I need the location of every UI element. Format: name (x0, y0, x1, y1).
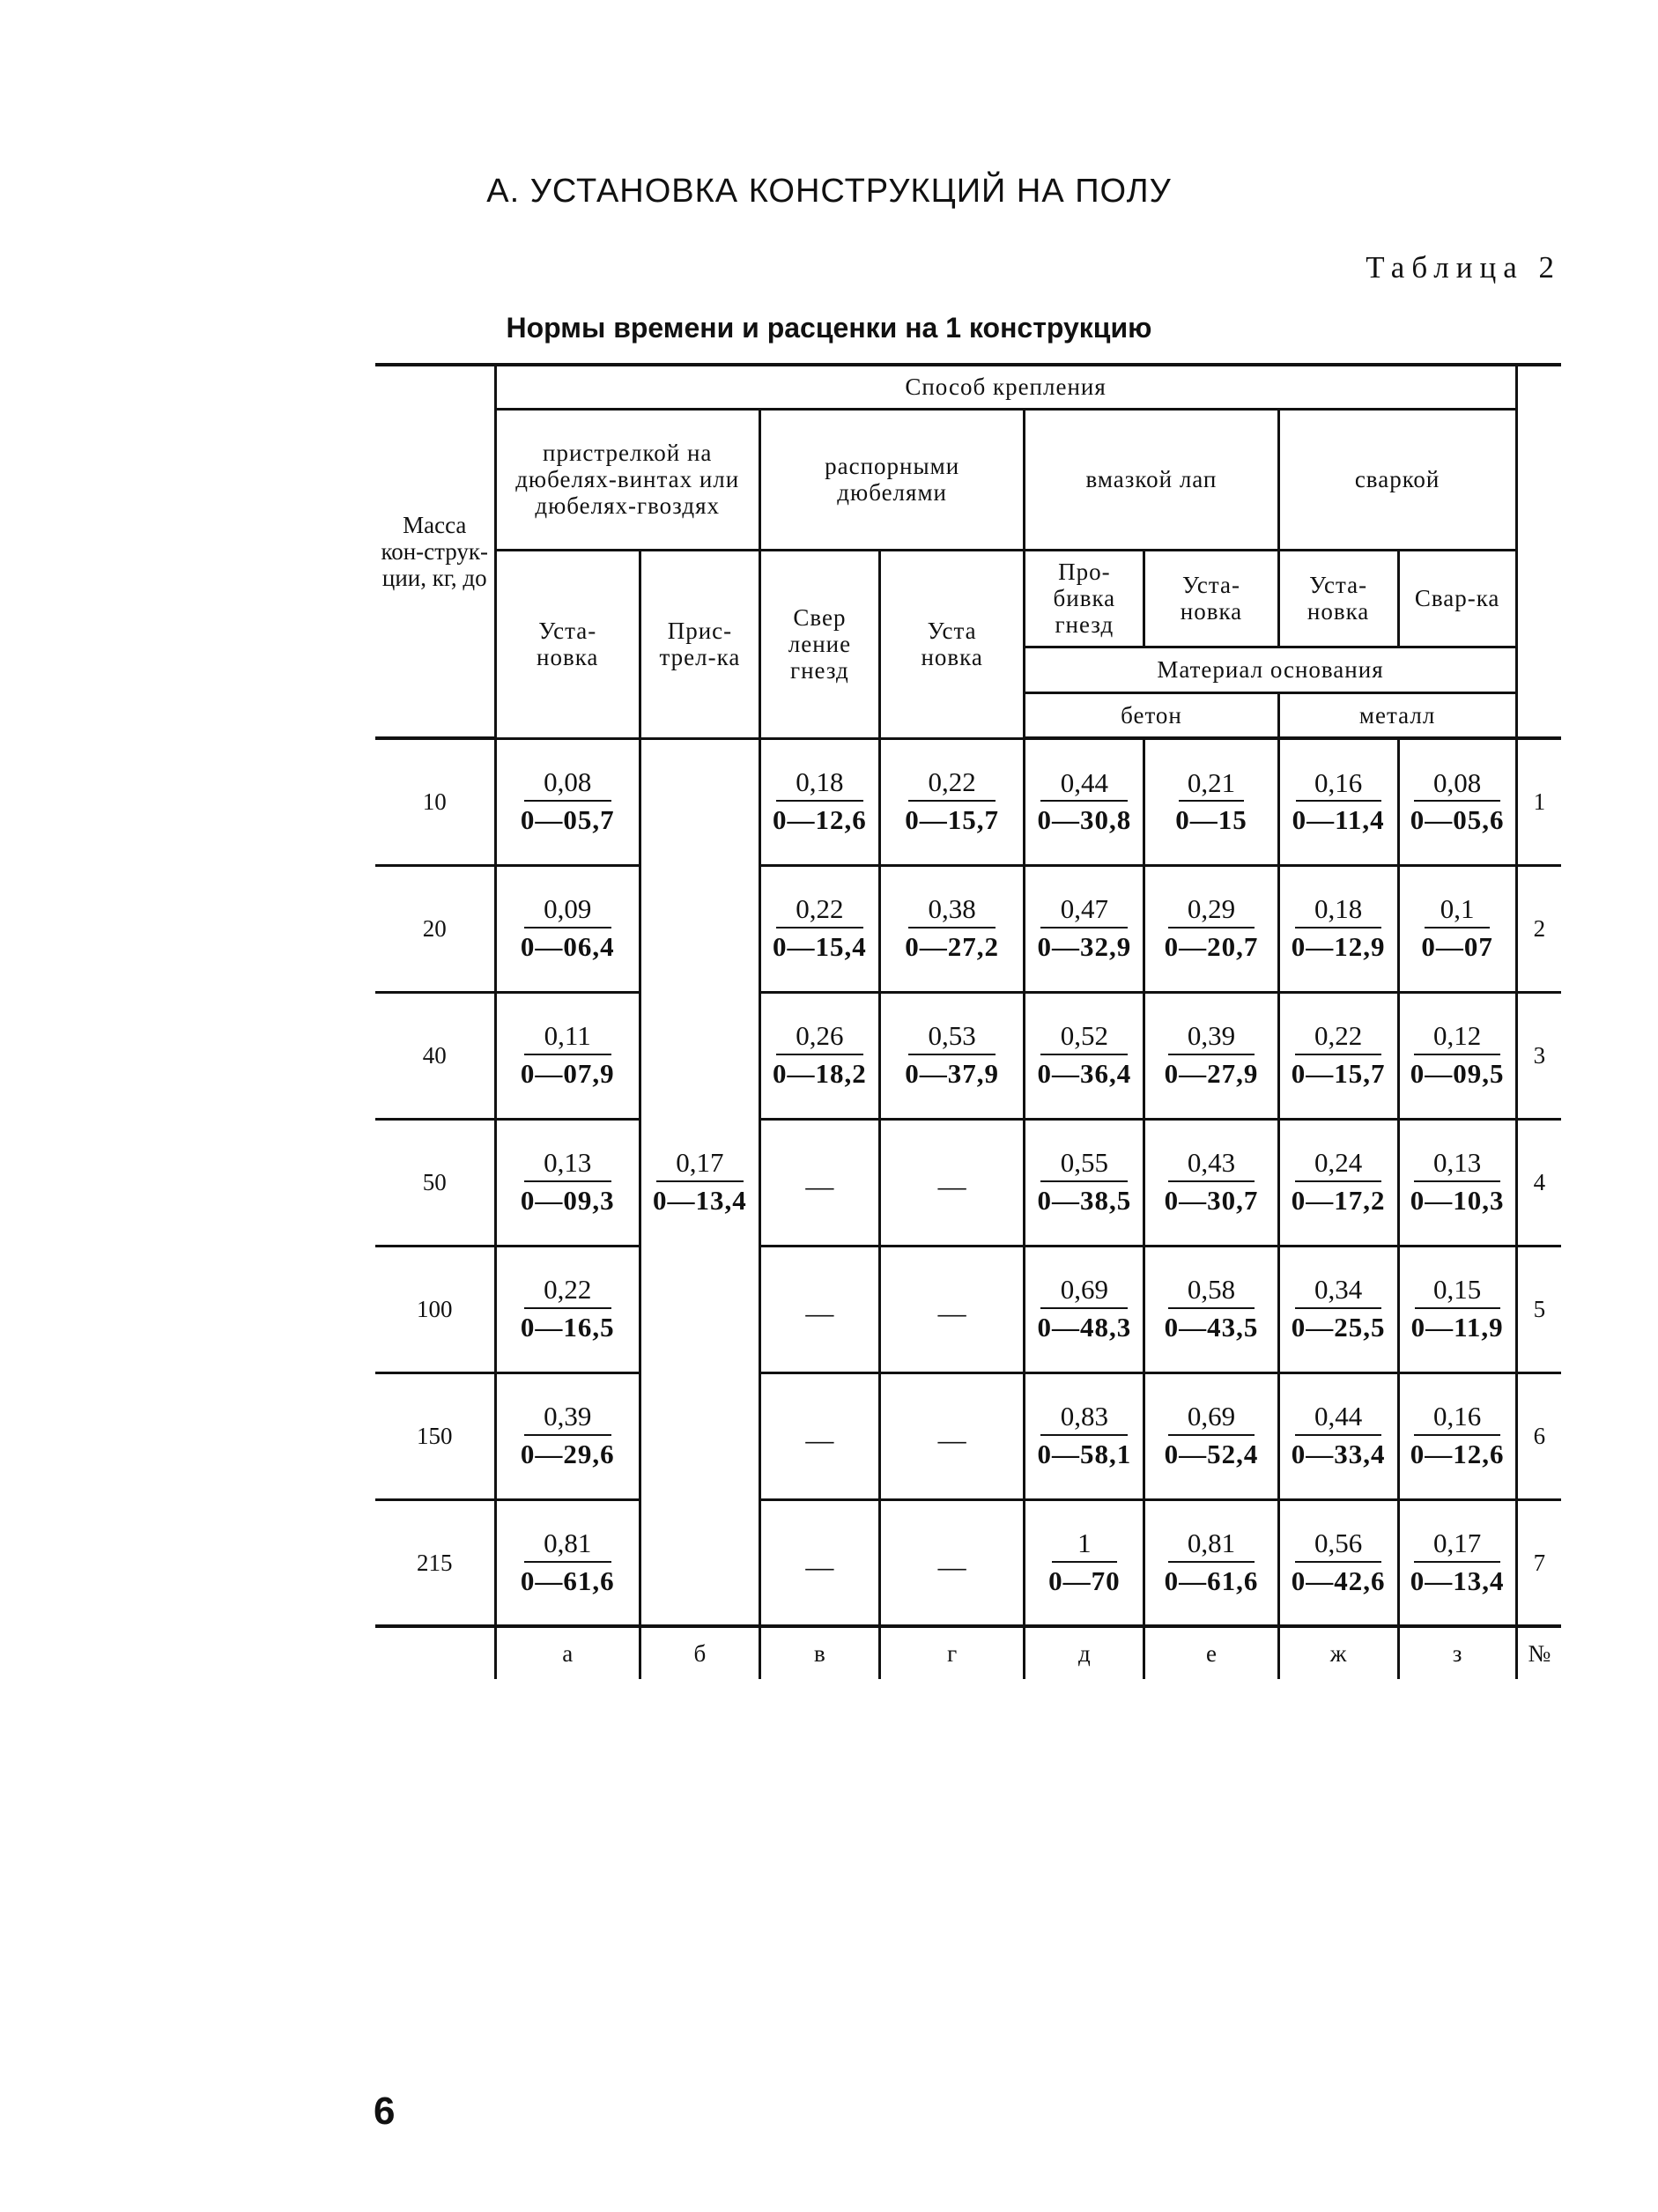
price-rate: 0—42,6 (1291, 1565, 1386, 1596)
fraction (1037, 1021, 1131, 1089)
row-number: 4 (1516, 1119, 1561, 1246)
fraction (521, 1021, 615, 1089)
price-rate: 0—11,9 (1410, 1312, 1504, 1343)
table-row (375, 1372, 1561, 1499)
time-norm: 0,15 (1415, 1275, 1500, 1309)
time-norm: 0,44 (1040, 768, 1128, 803)
table-row (375, 865, 1561, 992)
row-number: 7 (1516, 1499, 1561, 1626)
time-norm: 0,69 (1040, 1275, 1128, 1309)
dash: — (937, 1424, 966, 1456)
page-number: 6 (374, 2090, 396, 2133)
price-rate: 0—32,9 (1037, 931, 1132, 962)
time-norm: 0,18 (1295, 894, 1382, 928)
fraction (1410, 1528, 1505, 1596)
norm-cell (759, 738, 879, 865)
norm-cell (1398, 1246, 1516, 1372)
norm-cell (1398, 1499, 1516, 1626)
norm-cell (495, 1499, 640, 1626)
table-row (375, 738, 1561, 865)
fraction (1292, 1148, 1386, 1216)
norm-cell (1144, 865, 1278, 992)
price-rate: 0—61,6 (1164, 1565, 1259, 1596)
norm-cell (1144, 992, 1278, 1119)
time-norm: 0,18 (776, 767, 863, 802)
fraction (1292, 1021, 1386, 1089)
price-rate: 0—07,9 (520, 1058, 615, 1089)
dash-cell (759, 1246, 879, 1372)
price-rate: 0—43,5 (1164, 1312, 1259, 1343)
mass-cell: 10 (375, 738, 495, 865)
dash-cell (759, 1499, 879, 1626)
fraction (773, 1021, 867, 1089)
fraction (1292, 1402, 1386, 1469)
time-norm: 0,09 (524, 894, 611, 928)
table-row (375, 1246, 1561, 1372)
norm-cell (1398, 992, 1516, 1119)
time-norm: 0,69 (1168, 1402, 1255, 1436)
time-norm: 0,17 (656, 1148, 744, 1182)
column-letter: в (759, 1626, 879, 1679)
price-rate: 0—61,6 (520, 1565, 615, 1596)
fraction (1410, 1148, 1505, 1216)
table-label: Таблица 2 (1366, 250, 1561, 285)
subcol-header: Уста-новка (1278, 550, 1398, 647)
norm-cell (495, 1372, 640, 1499)
norm-cell (1278, 992, 1398, 1119)
time-norm: 0,12 (1414, 1021, 1501, 1055)
time-norm: 0,13 (524, 1148, 611, 1182)
time-norm: 0,22 (1295, 1021, 1382, 1055)
fraction (1175, 768, 1247, 836)
price-rate: 0—15,4 (773, 931, 867, 962)
subcol-header: Прис-трел-ка (640, 550, 759, 738)
fraction (1292, 1528, 1386, 1596)
letter-row-blank (375, 1626, 495, 1679)
time-norm: 0,13 (1414, 1148, 1501, 1182)
norm-cell (1144, 1246, 1278, 1372)
fraction (1410, 1402, 1505, 1469)
fraction (1411, 1275, 1504, 1343)
time-norm: 0,24 (1295, 1148, 1382, 1182)
dash: — (805, 1297, 834, 1329)
subcol-header: Уста-новка (1144, 550, 1278, 647)
subcol-header: Уста новка (879, 550, 1024, 738)
price-rate: 0—33,4 (1291, 1439, 1386, 1469)
norm-cell (1398, 865, 1516, 992)
row-number: 6 (1516, 1372, 1561, 1499)
norm-cell (1025, 992, 1144, 1119)
norm-cell (1278, 865, 1398, 992)
time-norm: 0,52 (1040, 1021, 1128, 1055)
table-body (375, 738, 1561, 1626)
norm-cell (640, 738, 759, 1626)
price-rate: 0—10,3 (1410, 1185, 1505, 1216)
fraction (1037, 768, 1131, 836)
method-header: Способ крепления (495, 365, 1516, 409)
dash: — (805, 1424, 834, 1456)
time-norm: 0,53 (908, 1021, 996, 1055)
fraction (1421, 894, 1493, 962)
price-rate: 0—16,5 (520, 1312, 615, 1343)
price-rate: 0—48,3 (1037, 1312, 1132, 1343)
norm-cell (1025, 1119, 1144, 1246)
subcol-header: Про-бивка гнезд (1025, 550, 1144, 647)
mass-cell: 215 (375, 1499, 495, 1626)
norm-cell (1025, 1246, 1144, 1372)
time-norm: 0,16 (1414, 1402, 1501, 1436)
group-header: сваркой (1278, 409, 1516, 550)
time-norm: 0,26 (776, 1021, 863, 1055)
price-rate: 0—06,4 (520, 931, 615, 962)
time-norm: 0,58 (1168, 1275, 1255, 1309)
fraction (773, 894, 867, 962)
fraction (1165, 1148, 1259, 1216)
fraction (521, 767, 615, 835)
table-caption: Нормы времени и расценки на 1 конструкцию (506, 312, 1152, 344)
norm-cell (1278, 1119, 1398, 1246)
time-norm: 0,83 (1040, 1402, 1128, 1436)
price-rate: 0—17,2 (1291, 1185, 1386, 1216)
norms-table (375, 363, 1561, 1679)
fraction (1165, 1021, 1259, 1089)
time-norm: 0,08 (524, 767, 611, 802)
row-number: 3 (1516, 992, 1561, 1119)
subcol-header: Свар-ка (1398, 550, 1516, 647)
subcol-header: Свер ление гнезд (759, 550, 879, 738)
fraction (1037, 1275, 1131, 1343)
norm-cell (879, 865, 1024, 992)
price-rate: 0—15,7 (905, 804, 999, 835)
time-norm: 0,1 (1425, 894, 1490, 928)
price-rate: 0—07 (1421, 931, 1493, 962)
norm-cell (1398, 1372, 1516, 1499)
fraction (1292, 768, 1385, 836)
time-norm: 0,39 (524, 1402, 611, 1436)
mass-cell: 100 (375, 1246, 495, 1372)
norm-cell (759, 865, 879, 992)
time-norm: 0,39 (1168, 1021, 1255, 1055)
table-row (375, 1499, 1561, 1626)
table-row (375, 1119, 1561, 1246)
fraction (1410, 1021, 1505, 1089)
row-number: 2 (1516, 865, 1561, 992)
fraction (1165, 1402, 1259, 1469)
fraction (1048, 1528, 1121, 1596)
price-rate: 0—13,4 (653, 1184, 747, 1216)
row-number: 5 (1516, 1246, 1561, 1372)
group-header: вмазкой лап (1025, 409, 1278, 550)
dash: — (937, 1550, 966, 1582)
price-rate: 0—38,5 (1037, 1185, 1132, 1216)
material-metal: металл (1278, 692, 1516, 738)
fraction (1165, 1275, 1259, 1343)
norm-cell (495, 738, 640, 865)
norm-cell (1144, 1372, 1278, 1499)
price-rate: 0—25,5 (1291, 1312, 1386, 1343)
fraction (773, 767, 867, 835)
column-letter: е (1144, 1626, 1278, 1679)
norm-cell (1278, 1246, 1398, 1372)
price-rate: 0—37,9 (905, 1058, 999, 1089)
fraction (1165, 1528, 1259, 1596)
fraction (521, 1402, 615, 1469)
price-rate: 0—58,1 (1037, 1439, 1132, 1469)
column-letter: б (640, 1626, 759, 1679)
norm-cell (1025, 1499, 1144, 1626)
group-header: распорными дюбелями (759, 409, 1024, 550)
material-label: Материал основания (1025, 647, 1516, 692)
time-norm: 0,17 (1414, 1528, 1501, 1563)
time-norm: 0,16 (1296, 768, 1381, 803)
time-norm: 0,81 (524, 1528, 611, 1563)
time-norm: 0,38 (908, 894, 996, 928)
price-rate: 0—30,7 (1164, 1185, 1259, 1216)
price-rate: 0—11,4 (1292, 804, 1385, 836)
norm-cell (495, 1246, 640, 1372)
price-rate: 0—20,7 (1164, 931, 1259, 962)
dash-cell (759, 1372, 879, 1499)
fraction (905, 767, 999, 835)
num-header-blank (1516, 365, 1561, 738)
time-norm: 0,43 (1168, 1148, 1255, 1182)
norm-cell (1025, 865, 1144, 992)
fraction (1410, 768, 1505, 836)
time-norm: 0,56 (1295, 1528, 1382, 1563)
time-norm: 0,55 (1040, 1148, 1128, 1182)
fraction (1037, 1148, 1131, 1216)
price-rate: 0—13,4 (1410, 1565, 1505, 1596)
column-letter: г (879, 1626, 1024, 1679)
price-rate: 0—05,6 (1410, 804, 1505, 836)
fraction (1292, 1275, 1386, 1343)
price-rate: 0—29,6 (520, 1439, 615, 1469)
table-row (375, 992, 1561, 1119)
norm-cell (495, 992, 640, 1119)
norm-cell (495, 865, 640, 992)
price-rate: 0—18,2 (773, 1058, 867, 1089)
norm-cell (1144, 1119, 1278, 1246)
price-rate: 0—05,7 (520, 804, 615, 835)
fraction (521, 894, 615, 962)
time-norm: 0,22 (776, 894, 863, 928)
time-norm: 0,22 (524, 1275, 611, 1309)
mass-cell: 40 (375, 992, 495, 1119)
section-title: А. УСТАНОВКА КОНСТРУКЦИЙ НА ПОЛУ (486, 173, 1172, 210)
dash: — (805, 1550, 834, 1582)
time-norm: 0,81 (1168, 1528, 1255, 1563)
price-rate: 0—09,3 (520, 1185, 615, 1216)
norm-cell (1025, 1372, 1144, 1499)
group-header: пристрелкой на дюбелях-винтах или дюбелях-гвоздях (495, 409, 759, 550)
price-rate: 0—27,9 (1164, 1058, 1259, 1089)
dash: — (805, 1170, 834, 1202)
norm-cell (879, 738, 1024, 865)
norm-cell (879, 992, 1024, 1119)
subcol-header: Уста-новка (495, 550, 640, 738)
column-letter: а (495, 1626, 640, 1679)
norm-cell (1398, 738, 1516, 865)
price-rate: 0—12,6 (1410, 1439, 1505, 1469)
price-rate: 0—70 (1048, 1565, 1121, 1596)
time-norm: 0,47 (1040, 894, 1128, 928)
fraction (1037, 894, 1131, 962)
mass-cell: 150 (375, 1372, 495, 1499)
time-norm: 1 (1052, 1528, 1117, 1563)
dash: — (937, 1170, 966, 1202)
norm-cell (495, 1119, 640, 1246)
dash: — (937, 1297, 966, 1329)
norm-cell (1144, 1499, 1278, 1626)
dash-cell (879, 1499, 1024, 1626)
fraction (905, 894, 999, 962)
norm-cell (1278, 1499, 1398, 1626)
dash-cell (879, 1119, 1024, 1246)
price-rate: 0—15 (1175, 804, 1247, 836)
price-rate: 0—09,5 (1410, 1058, 1505, 1089)
norm-cell (1398, 1119, 1516, 1246)
num-label: № (1516, 1626, 1561, 1679)
price-rate: 0—27,2 (905, 931, 999, 962)
norm-cell (1278, 738, 1398, 865)
time-norm: 0,34 (1295, 1275, 1382, 1309)
fraction (1165, 894, 1259, 962)
dash-cell (759, 1119, 879, 1246)
norm-cell (759, 992, 879, 1119)
fraction (1292, 894, 1386, 962)
fraction (905, 1021, 999, 1089)
price-rate: 0—12,6 (773, 804, 867, 835)
mass-cell: 50 (375, 1119, 495, 1246)
time-norm: 0,08 (1414, 768, 1501, 803)
fraction (653, 1148, 747, 1216)
fraction (521, 1148, 615, 1216)
mass-cell: 20 (375, 865, 495, 992)
column-letter: ж (1278, 1626, 1398, 1679)
column-letter: з (1398, 1626, 1516, 1679)
price-rate: 0—30,8 (1037, 804, 1132, 836)
price-rate: 0—52,4 (1164, 1439, 1259, 1469)
dash-cell (879, 1246, 1024, 1372)
time-norm: 0,44 (1295, 1402, 1382, 1436)
norm-cell (1025, 738, 1144, 865)
material-concrete: бетон (1025, 692, 1278, 738)
fraction (521, 1528, 615, 1596)
fraction (521, 1275, 615, 1343)
norm-cell (1144, 738, 1278, 865)
price-rate: 0—15,7 (1291, 1058, 1386, 1089)
fraction (1037, 1402, 1131, 1469)
time-norm: 0,11 (524, 1021, 611, 1055)
norm-cell (1278, 1372, 1398, 1499)
time-norm: 0,29 (1168, 894, 1255, 928)
time-norm: 0,22 (908, 767, 996, 802)
dash-cell (879, 1372, 1024, 1499)
price-rate: 0—36,4 (1037, 1058, 1132, 1089)
row-number: 1 (1516, 738, 1561, 865)
mass-header: Масса кон-струк-ции, кг, до (375, 365, 495, 738)
time-norm: 0,21 (1179, 768, 1244, 803)
column-letter: д (1025, 1626, 1144, 1679)
price-rate: 0—12,9 (1291, 931, 1386, 962)
